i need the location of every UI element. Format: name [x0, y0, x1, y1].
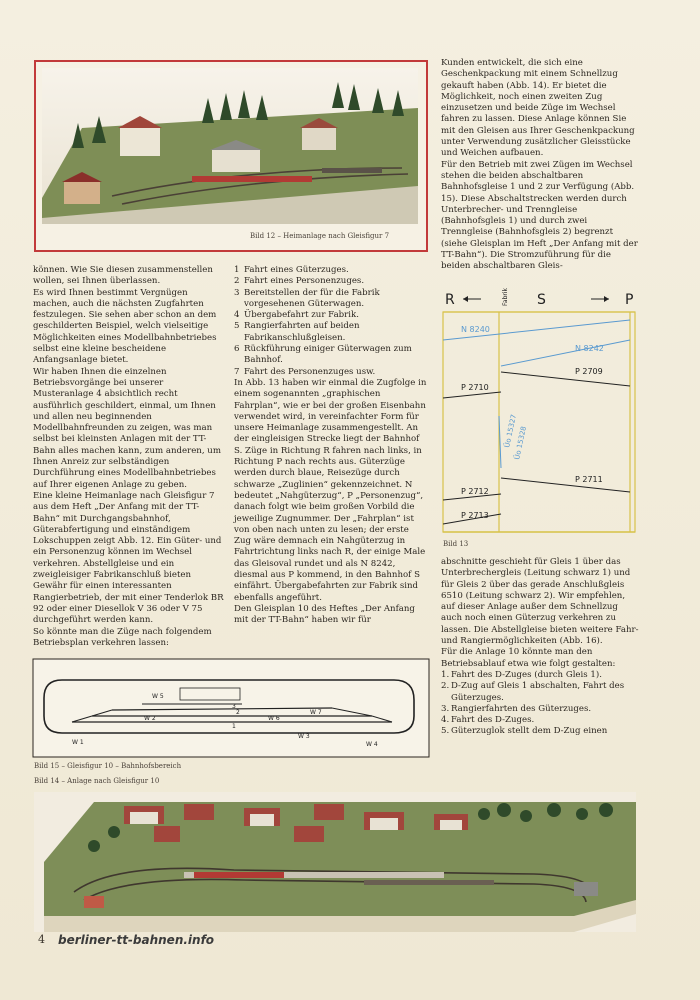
list-item: 2. D-Zug auf Gleis 1 abschalten, Fahrt des Güterzuges. [441, 681, 625, 703]
track-label-w5: W 5 [152, 693, 164, 700]
train-label-n8240: N 8240 [461, 325, 490, 334]
left-column [33, 265, 225, 649]
right-column-bottom [441, 557, 639, 738]
timetable-header-r: R [445, 292, 455, 308]
timetable-caption: Bild 13 [443, 540, 469, 548]
list-item: 1 Fahrt eines Güterzuges. [234, 265, 349, 275]
procedure-list [441, 670, 639, 738]
list-item: 5. Güterzuglok stellt dem D-Zug einen [441, 726, 608, 737]
list-item: 6 Rückführung einiger Güterwagen zum Bahnhof. [234, 344, 412, 366]
train-label-p2712: P 2712 [461, 487, 489, 496]
top-photo-frame [34, 60, 428, 252]
list-item: 5 Rangierfahrten auf beiden Fabrikanschlußgleisen. [234, 321, 360, 343]
train-label-n8242: N 8242 [575, 344, 604, 353]
train-label-uo15328: Üo 15328 [513, 425, 529, 461]
timetable-header-p: P [625, 292, 634, 308]
left-para-4: Eine kleine Heimanlage nach Gleisfigur 7 aus dem Heft „Der Anfang mit der TT-Bahn“ mit Durchgangsbahnhof, Güterabfertigung und einständigem Lokschuppen zeigt Abb. 12. Ein Güter- und ein Personenzug können im Wechsel verkehren. Abstellgleise und ein zweigleisiger Fabrikanschluß bieten Gewähr für einen interessanten Rangierbetrieb, der mit einer Tenderlok BR 92 oder einer Diesellok V 36 oder V 75 durchgeführt werden kann. [33, 490, 224, 626]
track-label-3: 3 [232, 703, 236, 710]
list-item: 7 Fahrt des Personenzuges usw. [234, 366, 376, 377]
source-url[interactable]: berliner-tt-bahnen.info [58, 933, 215, 947]
top-photo [42, 68, 418, 224]
right-column-top [441, 58, 639, 273]
graphic-timetable [441, 288, 641, 550]
left-para-3: Wir haben Ihnen die einzelnen Betriebsvorgänge bei unserer Musteranlage 4 absichtlich recht ausführlich geschildert, einmal, um Ihnen und allen neu beginnenden Modellbahnfreunden zu zeigen, was man selbst bei kleinsten Anlagen mit der TT-Bahn alles machen kann, zum anderen, um Ihnen Anreiz zur selbständigen Durchführung eines Modellbahnbetriebes auf Ihrer eigenen Anlage zu geben. [33, 366, 221, 490]
right-para-3: abschnitte geschieht für Gleis 1 über das Unterbrechergleis (Leitung schwarz 1) und für Gleis 2 über das gerade Anschlußgleis 6510 (Leitung schwarz 2). Wir empfehlen, auf dieser Anlage außer dem Schnellzug auch noch einen Güterzug verkehren zu lassen. Die Abstellgleise bieten weitere Fahr- und Rangiermöglichkeiten (Abb. 16). [441, 557, 639, 647]
middle-column [234, 265, 427, 627]
bottom-photo [34, 792, 636, 932]
left-para-2: Es wird Ihnen bestimmt Vergnügen machen, auch die nächsten Zugfahrten festzulegen. Sie sehen aber schon an dem geschilderten Beispiel, welch vielseitige Möglichkeiten eines Modellbahnbetriebes selbst eine kleine bescheidene Anfangsanlage bietet. [33, 287, 217, 366]
train-label-p2710: P 2710 [461, 383, 489, 392]
train-label-uo15327: Üo 15327 [503, 413, 519, 449]
list-item: 3 Bereitstellen der für die Fabrik vorgesehenen Güterwagen. [234, 287, 380, 309]
track-plan-caption: Bild 15 – Gleisfigur 10 – Bahnhofsbereich [34, 762, 182, 770]
right-para-1: Kunden entwickelt, die sich eine Geschenkpackung mit einem Schnellzug gekauft haben (Abb. 14). Er bietet die Möglichkeit, noch einen zweiten Zug einzusetzen und beide Züge im Wechsel fahren zu lassen. Diese Anlage können Sie mit den Gleisen aus Ihrer Geschenkpackung unter Verwendung zusätzlicher Gleisstücke und Weichen aufbauen. [441, 58, 635, 159]
train-label-p2711: P 2711 [575, 475, 603, 484]
track-label-w2: W 2 [144, 715, 156, 722]
track-label-w3: W 3 [298, 733, 310, 740]
train-label-p2713: P 2713 [461, 511, 489, 520]
list-item: 4. Fahrt des D-Zuges. [441, 715, 535, 726]
right-para-4: Für die Anlage 10 könnte man den Betriebsablauf etwa wie folgt gestalten: [441, 647, 616, 669]
left-para-1: können. Wie Sie diesen zusammenstellen wollen, sei Ihnen überlassen. [33, 265, 213, 287]
mid-para-1: In Abb. 13 haben wir einmal die Zugfolge in einem sogenannten „graphischen Fahrplan“, wie er bei der großen Eisenbahn verwendet wird, in vereinfachter Form für unsere Heimanlage zusammengestellt. An der eingleisigen Strecke liegt der Bahnhof S. Züge in Richtung R fahren nach links, in Richtung P nach rechts aus. Güterzüge werden durch blaue, Reisezüge durch schwarze „Zuglinien“ gekennzeichnet. N bedeutet „Nahgüterzug“, P „Personenzug“, danach folgt wie beim großen Vorbild die jeweilige Zugnummer. Der „Fahrplan“ ist von oben nach unten zu lesen; der erste Zug wäre demnach ein Nahgüterzug in Fahrtrichtung links nach R, der einige Male das Gleisoval rundet und als N 8242, diesmal aus P kommend, in den Bahnhof S einfährt. Übergabefahrten zur Fabrik sind ebenfalls angeführt. [234, 377, 427, 603]
list-item: 3. Rangierfahrten des Güterzuges. [441, 703, 592, 714]
top-photo-caption: Bild 12 – Heimanlage nach Gleisfigur 7 [250, 232, 390, 240]
track-label-w6: W 6 [268, 715, 280, 722]
left-para-5: So könnte man die Züge nach folgendem Betriebsplan verkehren lassen: [33, 626, 212, 648]
timetable-header-s: S [537, 292, 546, 308]
list-item: 2 Fahrt eines Personenzuges. [234, 276, 365, 287]
track-plan [32, 658, 430, 758]
track-label-w1: W 1 [72, 739, 84, 746]
mid-para-2: Den Gleisplan 10 des Heftes „Der Anfang mit der TT-Bahn“ haben wir für [234, 603, 415, 626]
timetable-fabrik-label: Fabrik [502, 288, 509, 306]
track-label-2: 2 [236, 709, 240, 716]
track-label-w4: W 4 [366, 741, 378, 748]
page-number: 4 [38, 933, 45, 946]
track-label-1: 1 [232, 723, 236, 730]
right-para-2: Für den Betrieb mit zwei Zügen im Wechsel stehen die beiden abschaltbaren Bahnhofsgleise 1 und 2 zur Verfügung (Abb. 15). Diese Abschaltstrecken werden durch Unterbrecher- und Trenngleise (Bahnhofsgleis 1) und durch zwei Trenngleise (Bahnhofsgleis 2) begrenzt (siehe Gleisplan im Heft „Der Anfang mit der TT-Bahn“). Die Stromzuführung für die beiden abschaltbaren Gleis- [441, 159, 638, 272]
list-item: 1. Fahrt des D-Zuges (durch Gleis 1). [441, 669, 602, 680]
plan-list [234, 265, 427, 378]
bottom-photo-caption: Bild 14 – Anlage nach Gleisfigur 10 [34, 777, 160, 785]
list-item: 4 Übergabefahrt zur Fabrik. [234, 310, 359, 321]
train-label-p2709: P 2709 [575, 367, 603, 376]
track-label-w7: W 7 [310, 709, 322, 716]
